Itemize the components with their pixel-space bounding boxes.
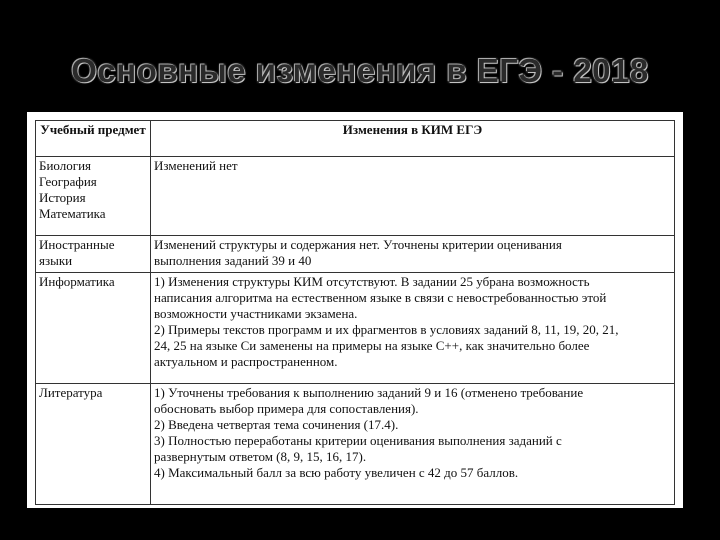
change-text: 4) Максимальный балл за всю работу увеличен с 42 до 57 баллов. <box>154 465 519 480</box>
subject-name: Математика <box>39 206 106 221</box>
subject-cell <box>36 384 151 505</box>
changes-cell <box>151 273 675 384</box>
change-text: 2) Введена четвертая тема сочинения (17.4). <box>154 417 399 432</box>
table-header-row <box>36 121 675 157</box>
table-row <box>36 384 675 505</box>
change-text: написания алгоритма на естественном языке в связи с невостребованностью этой <box>154 290 607 305</box>
subject-name: языки <box>39 253 73 268</box>
subject-name: География <box>39 174 97 189</box>
change-text: развернутым ответом (8, 9, 15, 16, 17). <box>154 449 367 464</box>
subject-name: История <box>39 190 86 205</box>
subject-name: Литература <box>39 385 103 400</box>
change-text: 1) Изменения структуры КИМ отсутствуют. В задании 25 убрана возможность <box>154 274 590 289</box>
subject-name: Иностранные <box>39 237 115 252</box>
change-text: Изменений нет <box>154 158 238 173</box>
change-text: обосновать выбор примера для сопоставления). <box>154 401 419 416</box>
changes-cell <box>151 384 675 505</box>
table-row <box>36 157 675 236</box>
change-text: актуальном и распространенном. <box>154 354 338 369</box>
changes-cell <box>151 157 675 236</box>
change-text: Изменений структуры и содержания нет. Уточнены критерии оценивания <box>154 237 562 252</box>
subject-name: Информатика <box>39 274 115 289</box>
subject-name: Биология <box>39 158 92 173</box>
table-row <box>36 273 675 384</box>
subject-cell <box>36 236 151 273</box>
changes-table <box>35 120 675 505</box>
change-text: 1) Уточнены требования к выполнению заданий 9 и 16 (отменено требование <box>154 385 584 400</box>
header-changes: Изменения в КИМ ЕГЭ <box>151 121 675 157</box>
change-text: 24, 25 на языке Си заменены на примеры на языке С++, как значительно более <box>154 338 590 353</box>
change-text: 3) Полностью переработаны критерии оценивания выполнения заданий с <box>154 433 562 448</box>
slide-title: Основные изменения в ЕГЭ - 2018 <box>71 52 649 89</box>
changes-cell <box>151 236 675 273</box>
subject-cell <box>36 157 151 236</box>
header-subject: Учебный предмет <box>36 121 151 157</box>
change-text: возможности участниками экзамена. <box>154 306 358 321</box>
change-text: 2) Примеры текстов программ и их фрагментов в условиях заданий 8, 11, 19, 20, 21, <box>154 322 619 337</box>
change-text: выполнения заданий 39 и 40 <box>154 253 312 268</box>
table-row <box>36 236 675 273</box>
subject-cell <box>36 273 151 384</box>
document-page <box>27 112 683 508</box>
